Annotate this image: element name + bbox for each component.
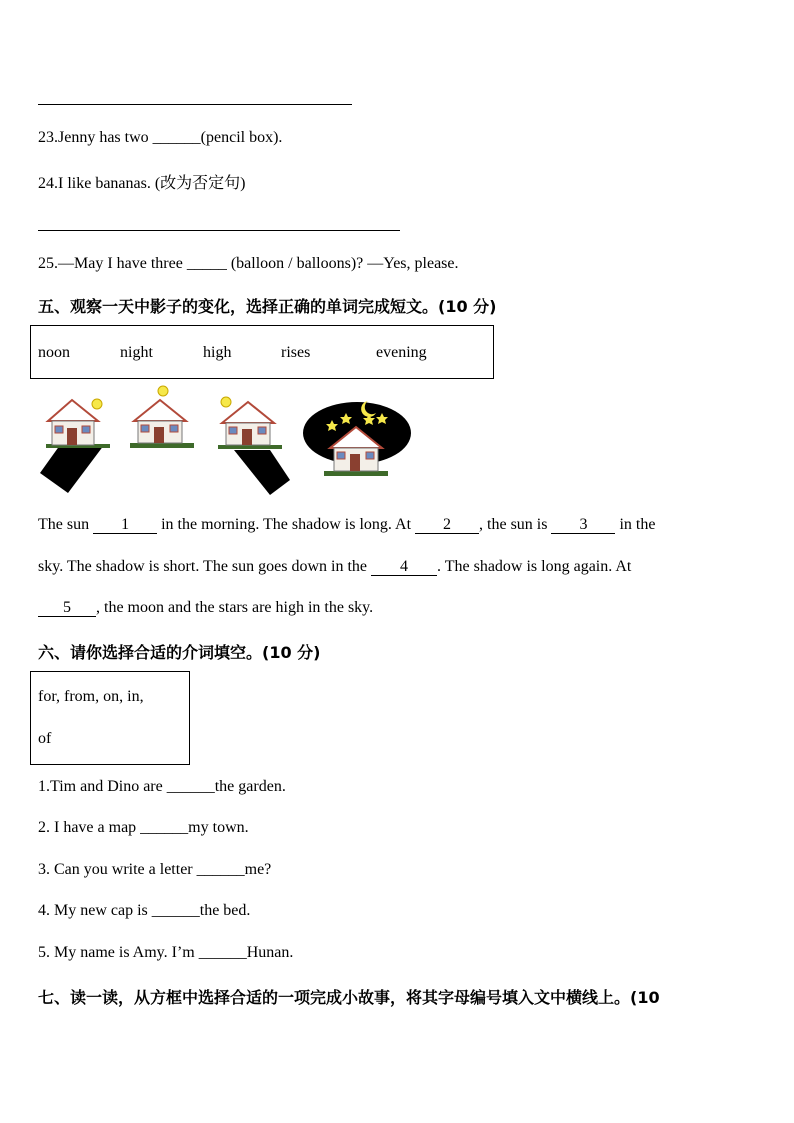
preposition-options: of	[38, 730, 52, 747]
passage-text: in the morning. The shadow is long. At	[157, 516, 416, 533]
preposition-item-5: 5. My name is Amy. I’m ______Hunan.	[38, 944, 294, 961]
blank-3[interactable]: 3	[551, 516, 615, 534]
blank-4[interactable]: 4	[371, 558, 437, 576]
word-option: rises	[281, 344, 311, 361]
passage-text: , the moon and the stars are high in the sky.	[96, 599, 374, 616]
word-option: night	[120, 344, 153, 361]
passage-text: . The shadow is long again. At	[437, 558, 632, 575]
house-evening-illustration	[214, 395, 294, 495]
passage-line-1	[38, 516, 655, 534]
house-night-illustration	[302, 393, 414, 481]
word-option: noon	[38, 344, 70, 361]
preposition-item-4: 4. My new cap is ______the bed.	[38, 902, 251, 919]
question-24: 24.I like bananas. (改为否定句)	[38, 175, 246, 192]
passage-text: sky. The shadow is short. The sun goes down in the	[38, 558, 372, 575]
passage-text: in the	[615, 516, 656, 533]
word-option: evening	[376, 344, 427, 361]
answer-line-22[interactable]	[38, 104, 352, 105]
passage-text: , the sun is	[479, 516, 552, 533]
passage-line-2	[38, 558, 631, 576]
word-option: high	[203, 344, 232, 361]
preposition-box	[30, 671, 190, 765]
preposition-options: for, from, on, in,	[38, 688, 144, 705]
preposition-item-1: 1.Tim and Dino are ______the garden.	[38, 778, 286, 795]
passage-text: The sun	[38, 516, 94, 533]
blank-1[interactable]: 1	[93, 516, 157, 534]
question-23: 23.Jenny has two ______(pencil box).	[38, 129, 283, 146]
answer-line-24[interactable]	[38, 230, 400, 231]
passage-line-3	[38, 599, 373, 617]
section-5-heading: 五、观察一天中影子的变化，选择正确的单词完成短文。(10 分)	[38, 297, 497, 316]
house-morning-illustration	[38, 395, 113, 495]
preposition-item-2: 2. I have a map ______my town.	[38, 819, 249, 836]
preposition-item-3: 3. Can you write a letter ______me?	[38, 861, 272, 878]
word-bank-box	[30, 325, 494, 379]
question-25: 25.—May I have three _____ (balloon / balloons)? —Yes, please.	[38, 255, 459, 272]
blank-5[interactable]: 5	[38, 599, 96, 617]
house-noon-illustration	[128, 383, 198, 453]
section-6-heading: 六、请你选择合适的介词填空。(10 分)	[38, 643, 321, 662]
section-7-heading: 七、读一读，从方框中选择合适的一项完成小故事，将其字母编号填入文中横线上。(10	[38, 988, 660, 1007]
blank-2[interactable]: 2	[415, 516, 479, 534]
